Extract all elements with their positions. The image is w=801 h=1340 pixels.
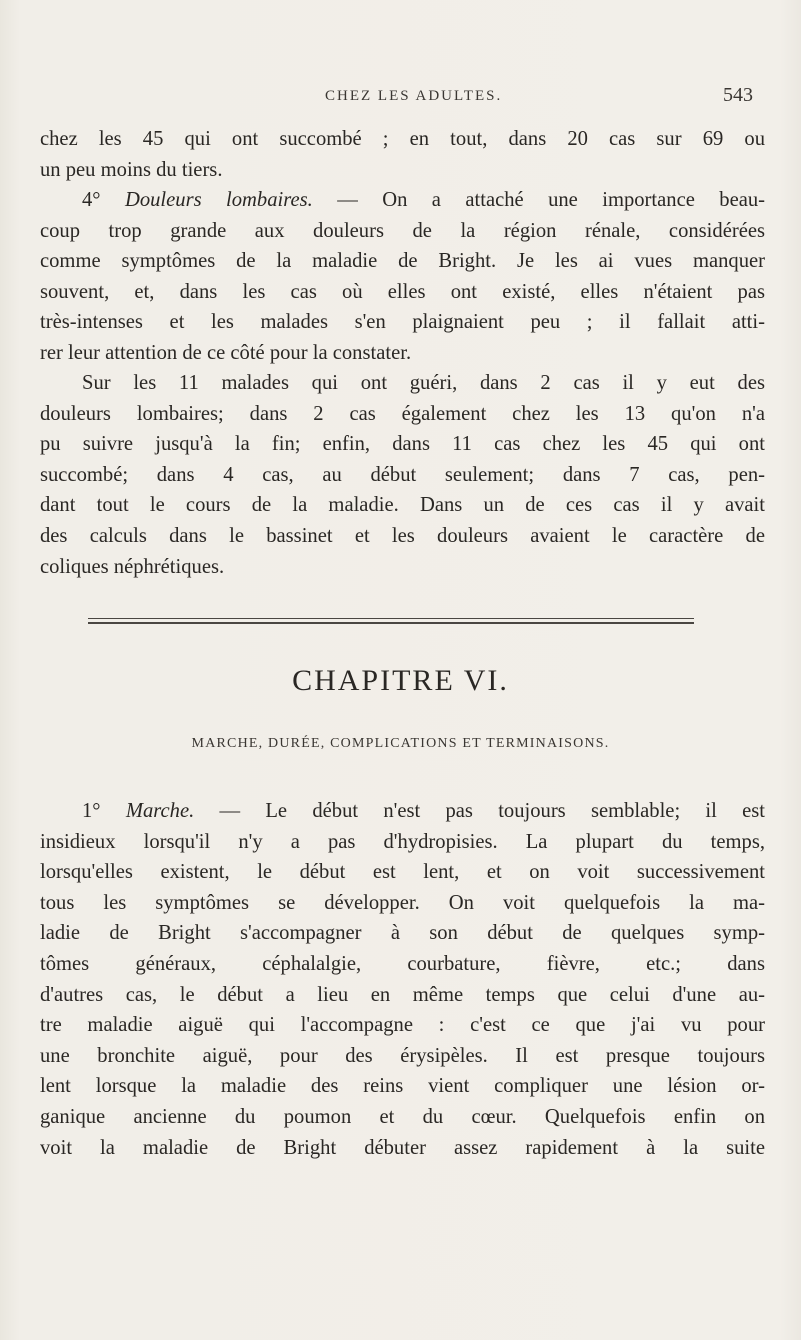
text-line: lorsqu'elles existent, le début est lent, et on voit successivement xyxy=(40,861,765,884)
text-fragment: — On a attaché une importance beau- xyxy=(312,189,765,211)
text-line: dant tout le cours de la maladie. Dans un de ces cas il y avait xyxy=(40,494,765,517)
text-line: d'autres cas, le début a lieu en même temps que celui d'une au- xyxy=(40,983,765,1006)
paragraph-continuation xyxy=(40,124,765,185)
text-line: Sur les 11 malades qui ont guéri, dans 2 cas il y eut des xyxy=(82,372,765,394)
chapter-title: CHAPITRE VI. xyxy=(292,664,509,697)
text-line: une bronchite aiguë, pour des érysipèles. Il est presque toujours xyxy=(40,1044,765,1067)
page-number: 543 xyxy=(723,84,753,106)
text-line xyxy=(40,796,765,827)
paragraph-douleurs-lombaires xyxy=(40,185,765,369)
text-line: ladie de Bright s'accompagner à son début de quelques symp- xyxy=(40,922,765,945)
running-head xyxy=(40,84,771,114)
text-line: des calculs dans le bassinet et les douleurs avaient le caractère de xyxy=(40,524,765,547)
running-title: CHEZ LES ADULTES. xyxy=(325,88,503,104)
text-line: succombé; dans 4 cas, au début seulement; dans 7 cas, pen- xyxy=(40,463,765,486)
item-number: 4° xyxy=(82,189,101,211)
text-line: très-intenses et les malades s'en plaignaient peu ; il fallait atti- xyxy=(40,311,765,334)
text-line: voit la maladie de Bright débuter assez rapidement à la suite xyxy=(40,1136,765,1159)
text-line: rer leur attention de ce côté pour la constater. xyxy=(40,341,412,364)
text-line: pu suivre jusqu'à la fin; enfin, dans 11 cas chez les 45 qui ont xyxy=(40,433,765,456)
section-heading: Marche. xyxy=(125,800,195,822)
text-fragment: — Le début n'est pas toujours semblable; il est xyxy=(194,800,765,822)
chapter-subtitle: MARCHE, DURÉE, COMPLICATIONS ET TERMINAISONS. xyxy=(191,736,610,751)
divider-line xyxy=(88,622,694,624)
text-line xyxy=(40,185,765,216)
text-line: insidieux lorsqu'il n'y a pas d'hydropisies. La plupart du temps, xyxy=(40,830,765,853)
text-line: chez les 45 qui ont succombé ; en tout, dans 20 cas sur 69 ou xyxy=(40,128,765,150)
paragraph-marche xyxy=(40,796,765,1163)
text-line: coup trop grande aux douleurs de la région rénale, considérées xyxy=(40,219,765,242)
section-heading: Douleurs lombaires. xyxy=(124,189,313,211)
paragraph-statistics xyxy=(40,368,765,582)
item-number: 1° xyxy=(82,800,101,822)
text-line: tre maladie aiguë qui l'accompagne : c'est ce que j'ai vu pour xyxy=(40,1014,765,1037)
text-line: souvent, et, dans les cas où elles ont existé, elles n'étaient pas xyxy=(40,280,765,303)
text-line: douleurs lombaires; dans 2 cas également chez les 13 qu'on n'a xyxy=(40,402,765,425)
text-line: lent lorsque la maladie des reins vient compliquer une lésion or- xyxy=(40,1075,765,1098)
text-line: tômes généraux, céphalalgie, courbature, fièvre, etc.; dans xyxy=(40,952,765,975)
text-line: comme symptômes de la maladie de Bright. Je les ai vues manquer xyxy=(40,250,765,273)
divider-line xyxy=(88,618,694,619)
chapter-divider xyxy=(88,618,694,626)
text-line: un peu moins du tiers. xyxy=(40,158,223,181)
text-line: tous les symptômes se développer. On voit quelquefois la ma- xyxy=(40,891,765,914)
text-line: coliques néphrétiques. xyxy=(40,555,225,578)
text-line: ganique ancienne du poumon et du cœur. Quelquefois enfin on xyxy=(40,1105,765,1128)
